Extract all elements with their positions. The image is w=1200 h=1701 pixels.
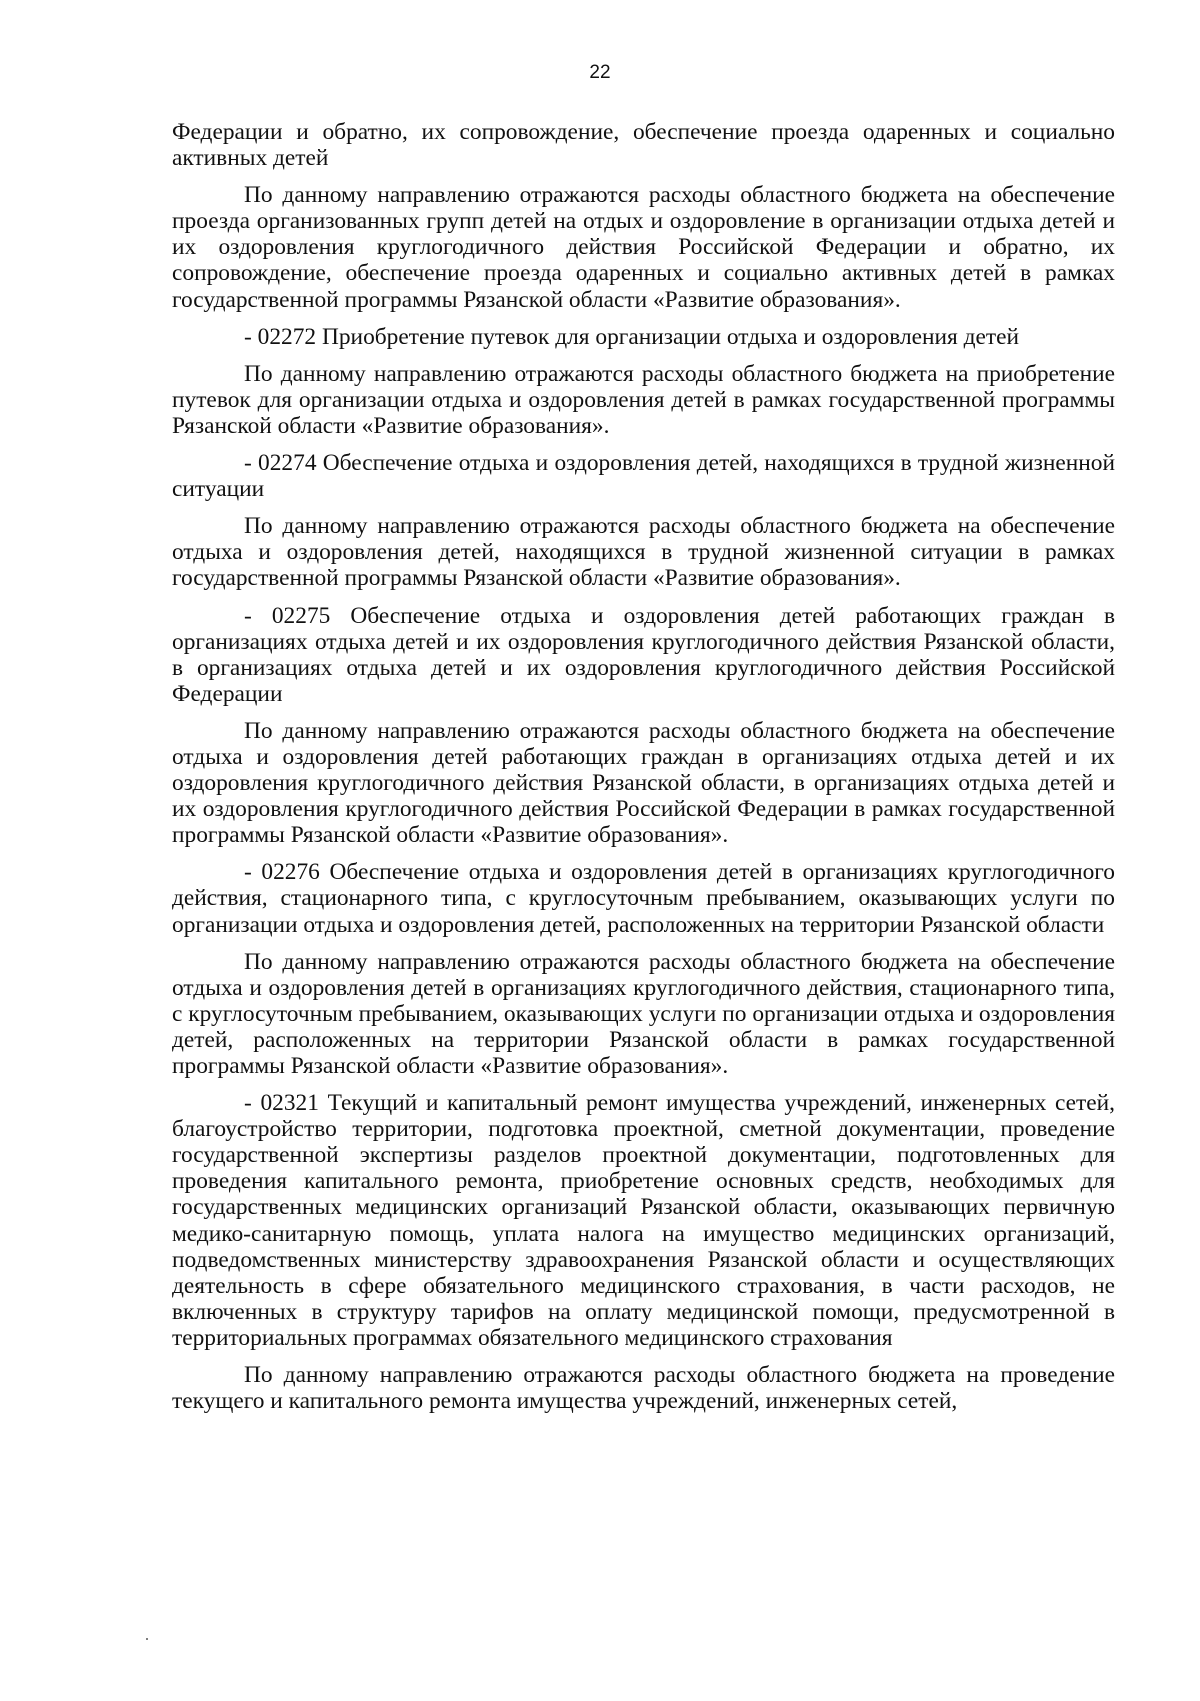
- document-body: [172, 119, 1115, 1414]
- paragraph-description: По данному направлению отражаются расходы областного бюджета на обеспечение отдыха и оздоровления детей в организациях круглогодичного действия, стационарного типа, с круглосуточным пребыванием, оказывающих услуги по организации отдыха и оздоровления детей, расположенных на территории Рязанской области в рамках государственной программы Рязанской области «Развитие образования».: [172, 948, 1115, 1079]
- paragraph-description: По данному направлению отражаются расходы областного бюджета на обеспечение проезда организованных групп детей на отдых и оздоровление в организации отдыха детей и их оздоровления круглогодичного действия Российской Федерации и обратно, их сопровождение, обеспечение проезда одаренных и социально активных детей в рамках государственной программы Рязанской области «Развитие образования».: [172, 182, 1115, 313]
- paragraph-heading-02272: - 02272 Приобретение путевок для организации отдыха и оздоровления детей: [244, 323, 1020, 350]
- paragraph-heading-02276: - 02276 Обеспечение отдыха и оздоровления детей в организациях круглогодичного действия, стационарного типа, с круглосуточным пребыванием, оказывающих услуги по организации отдыха и оздоровления детей, расположенных на территории Рязанской области: [172, 859, 1115, 938]
- paragraph-description: По данному направлению отражаются расходы областного бюджета на приобретение путевок для организации отдыха и оздоровления детей в рамках государственной программы Рязанской области «Развитие образования».: [172, 360, 1115, 439]
- paragraph-description: По данному направлению отражаются расходы областного бюджета на обеспечение отдыха и оздоровления детей, находящихся в трудной жизненной ситуации в рамках государственной программы Рязанской области «Развитие образования».: [172, 513, 1115, 592]
- paragraph-heading-02321: - 02321 Текущий и капитальный ремонт имущества учреждений, инженерных сетей, благоустройство территории, подготовка проектной, сметной документации, проведение государственной экспертизы разделов проектной документации, подготовленных для проведения капитального ремонта, приобретение основных средств, необходимых для государственных медицинских организаций Рязанской области, оказывающих первичную медико-санитарную помощь, уплата налога на имущество медицинских организаций, подведомственных министерству здравоохранения Рязанской области и осуществляющих деятельность в сфере обязательного медицинского страхования, в части расходов, не включенных в структуру тарифов на оплату медицинской помощи, предусмотренной в территориальных программах обязательного медицинского страхования: [172, 1090, 1115, 1351]
- paragraph-description: По данному направлению отражаются расходы областного бюджета на обеспечение отдыха и оздоровления детей работающих граждан в организациях отдыха детей и их оздоровления круглогодичного действия Рязанской области, в организациях отдыха детей и их оздоровления круглогодичного действия Российской Федерации в рамках государственной программы Рязанской области «Развитие образования».: [172, 717, 1115, 849]
- page-number: 22: [589, 62, 611, 83]
- paragraph-continuation: Федерации и обратно, их сопровождение, обеспечение проезда одаренных и социально активных детей: [172, 119, 1115, 172]
- paragraph-description: По данному направлению отражаются расходы областного бюджета на проведение текущего и капитального ремонта имущества учреждений, инженерных сетей,: [172, 1362, 1115, 1415]
- scan-speck: [146, 1638, 148, 1640]
- paragraph-heading-02274: - 02274 Обеспечение отдыха и оздоровления детей, находящихся в трудной жизненной ситуации: [172, 450, 1115, 503]
- paragraph-heading-02275: - 02275 Обеспечение отдыха и оздоровления детей работающих граждан в организациях отдыха детей и их оздоровления круглогодичного действия Рязанской области, в организациях отдыха детей и их оздоровления круглогодичного действия Российской Федерации: [172, 602, 1115, 707]
